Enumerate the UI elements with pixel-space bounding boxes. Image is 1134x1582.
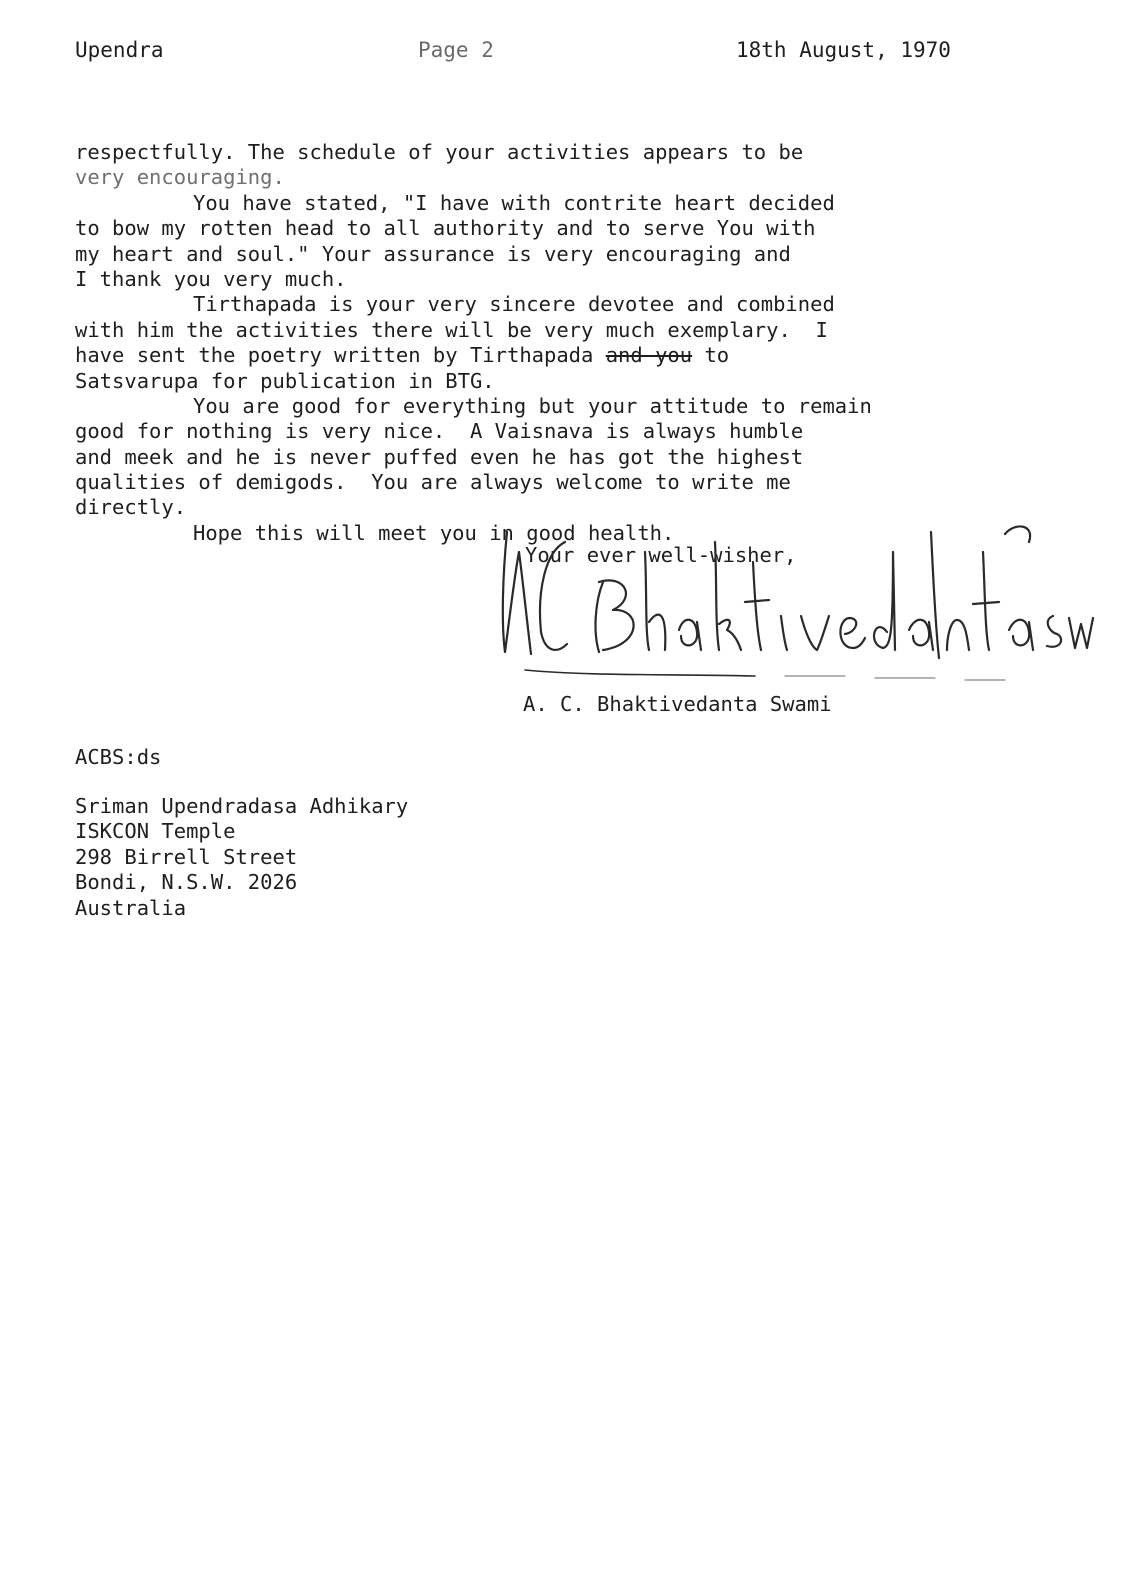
header-page-number: Page 2 xyxy=(418,38,494,62)
body-line: respectfully. The schedule of your activities appears to be xyxy=(75,140,804,164)
body-line: and meek and he is never puffed even he has got the highest xyxy=(75,444,804,469)
body-line: Hope this will meet you in good health. xyxy=(193,520,675,545)
body-line: Satsvarupa for publication in BTG. xyxy=(75,368,495,393)
address-line: ISKCON Temple xyxy=(75,819,236,844)
body-line: You are good for everything but your attitude to remain xyxy=(193,393,872,418)
body-line: You have stated, "I have with contrite heart decided xyxy=(193,190,835,215)
letter-body xyxy=(75,140,1065,546)
body-line: qualities of demigods. You are always welcome to write me xyxy=(75,470,791,495)
body-text: to xyxy=(704,343,730,368)
body-line: Tirthapada is your very sincere devotee and combined xyxy=(193,292,835,317)
closing-salutation: Your ever well-wisher, xyxy=(525,543,797,567)
header-recipient: Upendra xyxy=(75,38,164,62)
body-line: my heart and soul." Your assurance is very encouraging and xyxy=(75,241,791,266)
handwritten-signature xyxy=(495,512,1105,692)
body-line-with-strikeout xyxy=(75,343,1065,368)
body-line: directly. xyxy=(75,495,187,520)
address-line: 298 Birrell Street xyxy=(75,844,298,869)
address-line: Bondi, N.S.W. 2026 xyxy=(75,870,298,895)
address-line: Australia xyxy=(75,895,187,920)
body-line: good for nothing is very nice. A Vaisnava is always humble xyxy=(75,419,804,444)
reference-initials: ACBS:ds xyxy=(75,745,162,769)
signatory-name: A. C. Bhaktivedanta Swami xyxy=(523,692,832,716)
body-line: with him the activities there will be very much exemplary. I xyxy=(75,317,828,342)
body-line: I thank you very much. xyxy=(75,266,347,291)
body-line: very encouraging. xyxy=(75,165,285,190)
header-date: 18th August, 1970 xyxy=(736,38,951,62)
address-line: Sriman Upendradasa Adhikary xyxy=(75,794,409,818)
body-text: have sent the poetry written by Tirthapada xyxy=(75,343,594,368)
recipient-address xyxy=(75,794,408,921)
body-line: to bow my rotten head to all authority and to serve You with xyxy=(75,216,816,241)
struck-out-text: and you xyxy=(605,343,693,368)
